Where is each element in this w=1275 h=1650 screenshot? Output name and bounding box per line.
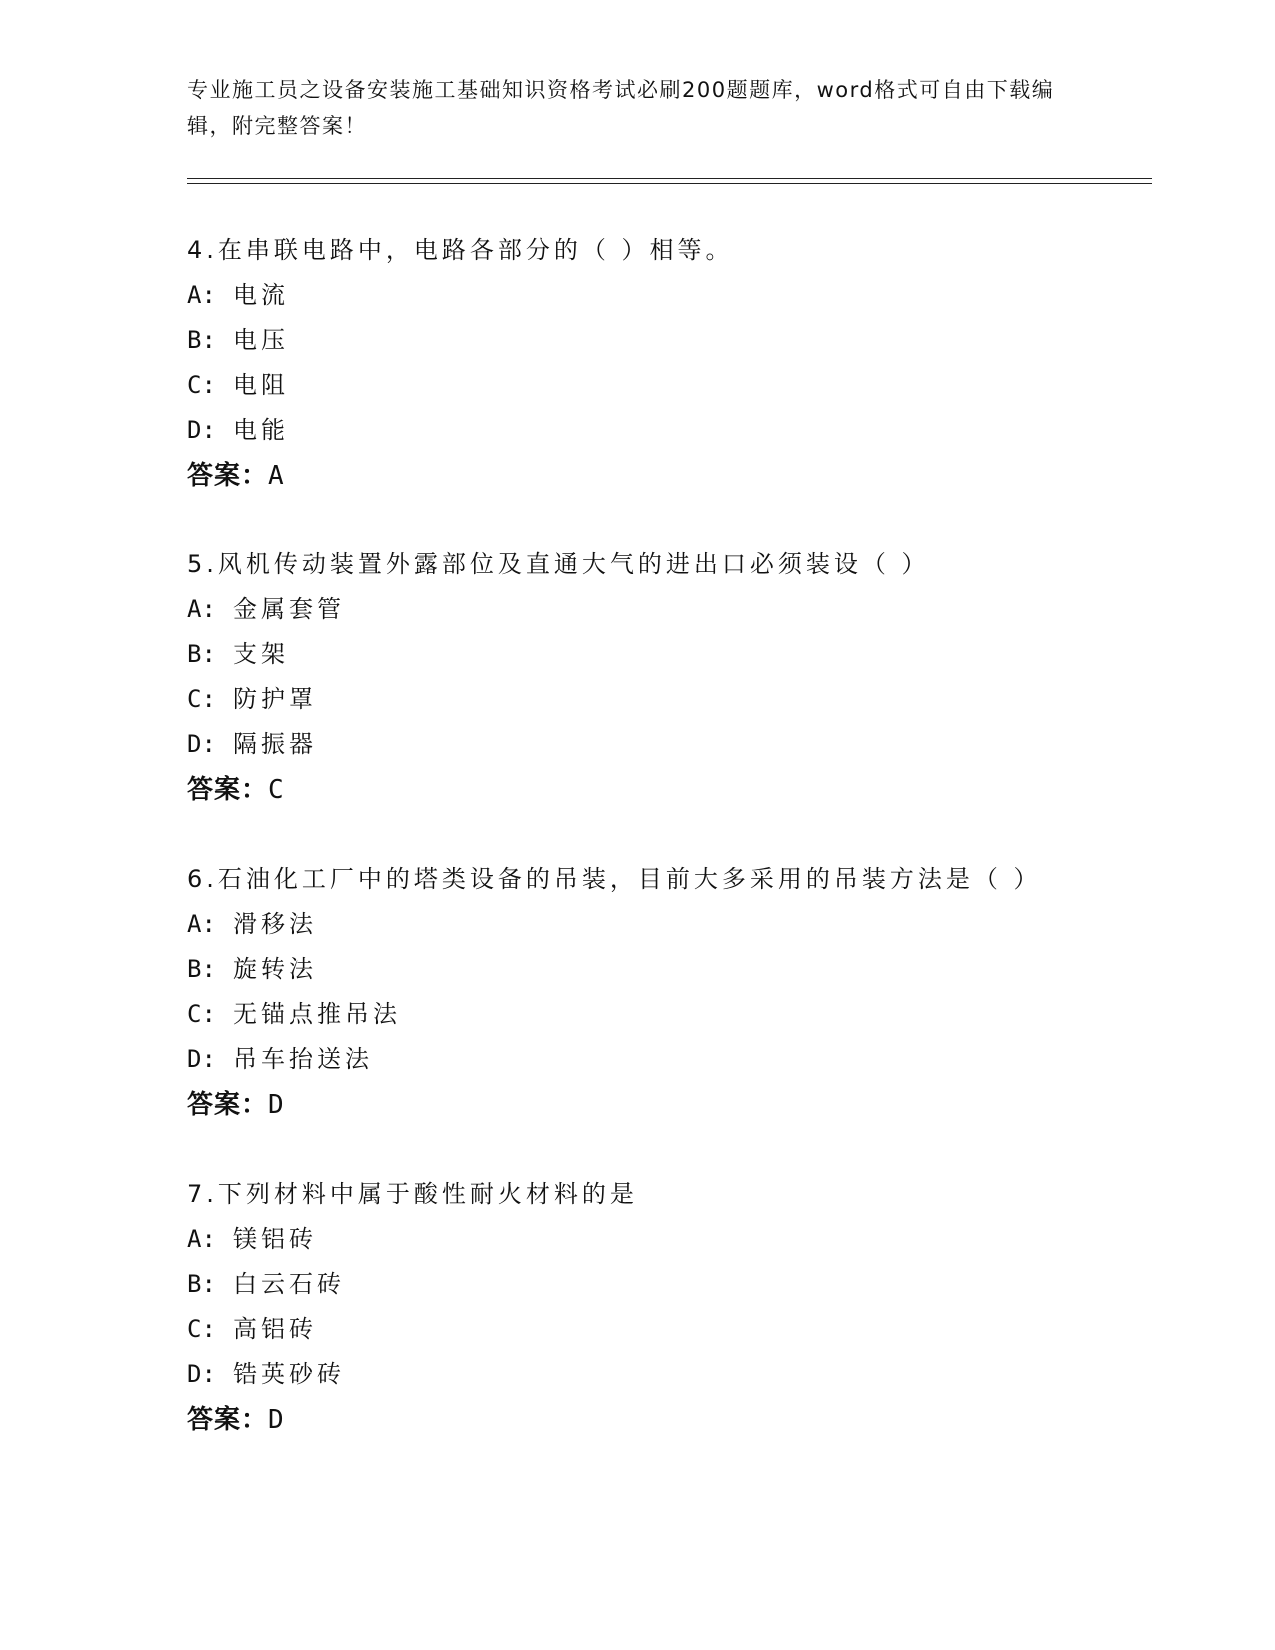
header-divider-bottom <box>187 183 1152 184</box>
option-text: 隔振器 <box>233 730 317 758</box>
option-text: 无锚点推吊法 <box>233 1000 401 1028</box>
answer-line <box>187 1397 1147 1443</box>
option-c <box>187 677 1147 722</box>
option-d <box>187 408 1147 453</box>
option-text: 电能 <box>233 416 289 444</box>
option-letter: C: <box>187 371 216 399</box>
question-6 <box>187 857 1147 1128</box>
option-letter: C: <box>187 685 216 713</box>
answer-value: A <box>268 461 285 491</box>
option-letter: D: <box>187 730 216 758</box>
option-letter: A: <box>187 281 216 309</box>
question-7 <box>187 1172 1147 1443</box>
option-text: 防护罩 <box>233 685 317 713</box>
option-letter: B: <box>187 1270 216 1298</box>
option-letter: A: <box>187 595 216 623</box>
option-text: 电阻 <box>233 371 289 399</box>
option-text: 锆英砂砖 <box>233 1360 345 1388</box>
question-5 <box>187 542 1147 813</box>
option-letter: B: <box>187 955 216 983</box>
option-text: 电压 <box>233 326 289 354</box>
option-letter: D: <box>187 1360 216 1388</box>
option-letter: B: <box>187 640 216 668</box>
option-b <box>187 318 1147 363</box>
document-intro: 专业施工员之设备安装施工基础知识资格考试必刷200题题库，word格式可自由下载编辑，附完整答案！ <box>187 78 1055 138</box>
answer-value: C <box>268 775 285 805</box>
option-a <box>187 587 1147 632</box>
answer-line <box>187 453 1147 499</box>
answer-label: 答案： <box>187 461 269 491</box>
option-c <box>187 1307 1147 1352</box>
option-text: 高铝砖 <box>233 1315 317 1343</box>
option-a <box>187 273 1147 318</box>
option-c <box>187 992 1147 1037</box>
option-letter: A: <box>187 1225 216 1253</box>
answer-label: 答案： <box>187 1090 269 1120</box>
option-letter: C: <box>187 1000 216 1028</box>
option-text: 金属套管 <box>233 595 345 623</box>
option-b <box>187 947 1147 992</box>
option-text: 吊车抬送法 <box>233 1045 373 1073</box>
answer-label: 答案： <box>187 1405 269 1435</box>
option-b <box>187 1262 1147 1307</box>
option-c <box>187 363 1147 408</box>
option-letter: A: <box>187 910 216 938</box>
option-letter: D: <box>187 416 216 444</box>
question-4 <box>187 228 1147 499</box>
option-d <box>187 1352 1147 1397</box>
option-d <box>187 1037 1147 1082</box>
question-stem: 6.石油化工厂中的塔类设备的吊装，目前大多采用的吊装方法是（ ） <box>187 865 1042 893</box>
header-divider-top <box>187 178 1152 179</box>
answer-value: D <box>268 1405 285 1435</box>
option-text: 滑移法 <box>233 910 317 938</box>
option-b <box>187 632 1147 677</box>
question-stem: 5.风机传动装置外露部位及直通大气的进出口必须装设（ ） <box>187 550 930 578</box>
answer-label: 答案： <box>187 775 269 805</box>
option-a <box>187 902 1147 947</box>
option-text: 支架 <box>233 640 289 668</box>
answer-line <box>187 767 1147 813</box>
option-text: 电流 <box>233 281 289 309</box>
option-letter: D: <box>187 1045 216 1073</box>
option-text: 白云石砖 <box>233 1270 345 1298</box>
option-text: 旋转法 <box>233 955 317 983</box>
option-d <box>187 722 1147 767</box>
question-stem: 7.下列材料中属于酸性耐火材料的是 <box>187 1180 638 1208</box>
option-letter: C: <box>187 1315 216 1343</box>
option-text: 镁铝砖 <box>233 1225 317 1253</box>
answer-line <box>187 1082 1147 1128</box>
question-stem: 4.在串联电路中，电路各部分的（ ）相等。 <box>187 236 734 264</box>
option-a <box>187 1217 1147 1262</box>
answer-value: D <box>268 1090 285 1120</box>
option-letter: B: <box>187 326 216 354</box>
